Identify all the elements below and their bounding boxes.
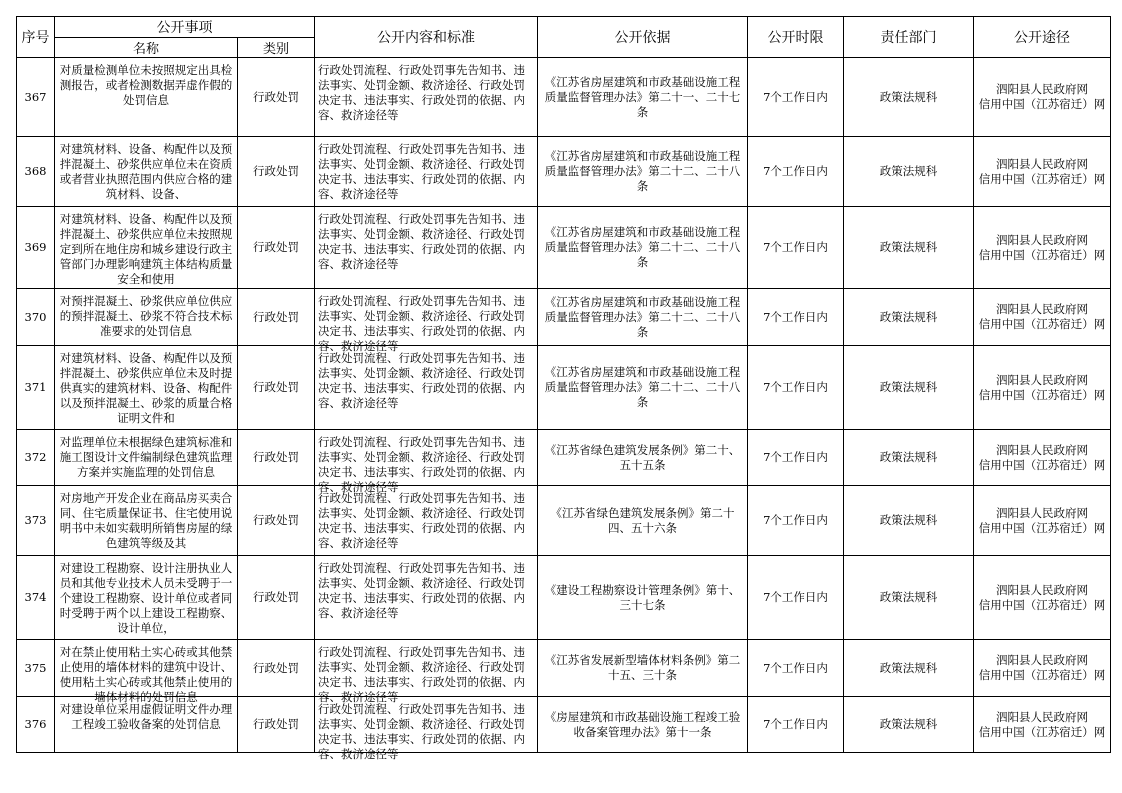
- row-time-limit: 7个工作日内: [748, 289, 844, 346]
- row-dept: 政策法规科: [844, 346, 974, 430]
- row-category: 行政处罚: [238, 137, 315, 207]
- row-seq: 367: [17, 58, 55, 137]
- row-channel-primary: 泗阳县人民政府网: [996, 582, 1088, 597]
- row-basis: [538, 697, 748, 753]
- row-content-text: 行政处罚流程、行政处罚事先告知书、违法事实、处罚金额、救济途径、行政处罚决定书、违法事实、行政处罚的依据、内容、救济途径等: [318, 490, 525, 550]
- row-name-text: 对建筑材料、设备、构配件以及预拌混凝土、砂浆供应单位未在资质或者营业执照范围内供应合格的建筑材料、设备、: [59, 141, 233, 201]
- row-channel-secondary: 信用中国（江苏宿迁）网: [978, 171, 1106, 186]
- row-channel-primary: 泗阳县人民政府网: [996, 156, 1088, 171]
- row-channel-secondary: 信用中国（江苏宿迁）网: [978, 97, 1106, 111]
- row-channel: [974, 486, 1111, 556]
- header-category: 类别: [238, 38, 315, 58]
- row-basis: [538, 346, 748, 430]
- row-name-text: 对房地产开发企业在商品房买卖合同、住宅质量保证书、住宅使用说明书中未如实载明所销售房屋的绿色建筑等级及其: [59, 490, 233, 550]
- row-name: [55, 289, 238, 346]
- row-dept: 政策法规科: [844, 486, 974, 556]
- row-name: [55, 346, 238, 430]
- row-content: [315, 697, 538, 761]
- row-content: [315, 640, 538, 704]
- row-channel: [974, 346, 1111, 430]
- row-dept: 政策法规科: [844, 640, 974, 697]
- row-name-text: 对建筑材料、设备、构配件以及预拌混凝土、砂浆供应单位未及时提供真实的建筑材料、设备、构配件以及预拌混凝土、砂浆的质量合格证明文件和: [59, 350, 233, 425]
- row-name: [55, 137, 238, 207]
- row-name: [55, 486, 238, 556]
- row-content-text: 行政处罚流程、行政处罚事先告知书、违法事实、处罚金额、救济途径、行政处罚决定书、违法事实、行政处罚的依据、内容、救济途径等: [318, 701, 525, 761]
- row-channel-primary: 泗阳县人民政府网: [996, 653, 1088, 667]
- row-seq: 368: [17, 137, 55, 207]
- table-row: [17, 346, 1111, 430]
- row-name-text: 对预拌混凝土、砂浆供应单位供应的预拌混凝土、砂浆不符合技术标准要求的处罚信息: [59, 293, 233, 338]
- row-category: 行政处罚: [238, 346, 315, 430]
- row-content-text: 行政处罚流程、行政处罚事先告知书、违法事实、处罚金额、救济途径、行政处罚决定书、违法事实、行政处罚的依据、内容、救济途径等: [318, 350, 525, 410]
- row-content-text: 行政处罚流程、行政处罚事先告知书、违法事实、处罚金额、救济途径、行政处罚决定书、违法事实、行政处罚的依据、内容、救济途径等: [318, 141, 525, 201]
- row-channel: [974, 640, 1111, 697]
- table-row: [17, 137, 1111, 207]
- row-channel: [974, 207, 1111, 289]
- row-time-limit: 7个工作日内: [748, 556, 844, 640]
- row-channel-primary: 泗阳县人民政府网: [996, 302, 1088, 316]
- row-content: [315, 207, 538, 289]
- row-name-text: 对建设工程勘察、设计注册执业人员和其他专业技术人员未受聘于一个建设工程勘察、设计单位或者同时受聘于两个以上建设工程勘察、设计单位，: [59, 560, 233, 635]
- row-category: 行政处罚: [238, 640, 315, 697]
- row-basis-text: 《江苏省绿色建筑发展条例》第二十四、五十六条: [550, 505, 735, 535]
- row-dept: 政策法规科: [844, 556, 974, 640]
- row-seq: 375: [17, 640, 55, 697]
- row-dept: 政策法规科: [844, 207, 974, 289]
- row-category: 行政处罚: [238, 697, 315, 753]
- row-category: 行政处罚: [238, 430, 315, 486]
- header-basis: 公开依据: [538, 17, 748, 58]
- row-basis: [538, 556, 748, 640]
- row-time-limit: 7个工作日内: [748, 207, 844, 289]
- row-channel: [974, 137, 1111, 207]
- row-dept: 政策法规科: [844, 289, 974, 346]
- row-basis-text: 《房屋建筑和市政基础设施工程竣工验收备案管理办法》第十一条: [544, 709, 741, 739]
- row-dept: 政策法规科: [844, 137, 974, 207]
- row-basis: [538, 58, 748, 137]
- row-time-limit: 7个工作日内: [748, 640, 844, 697]
- row-time-limit: 7个工作日内: [748, 697, 844, 753]
- row-seq: 371: [17, 346, 55, 430]
- row-seq: 369: [17, 207, 55, 289]
- row-channel-primary: 泗阳县人民政府网: [996, 82, 1088, 96]
- table-row: [17, 486, 1111, 556]
- table-row: [17, 430, 1111, 486]
- row-channel-secondary: 信用中国（江苏宿迁）网: [978, 247, 1106, 262]
- row-name: [55, 207, 238, 289]
- row-name-text: 对监理单位未根据绿色建筑标准和施工图设计文件编制绿色建筑监理方案并实施监理的处罚信息: [59, 434, 233, 479]
- row-name-text: 对建设单位采用虚假证明文件办理工程竣工验收备案的处罚信息: [59, 701, 233, 731]
- row-content: [315, 137, 538, 207]
- row-basis-text: 《江苏省房屋建筑和市政基础设施工程质量监督管理办法》第二十二、二十八条: [544, 225, 741, 269]
- row-channel-secondary: 信用中国（江苏宿迁）网: [978, 317, 1106, 331]
- row-name-text: 对在禁止使用粘土实心砖或其他禁止使用的墙体材料的建筑中设计、使用粘土实心砖或其他禁止使用的墙体材料的处罚信息: [59, 644, 233, 704]
- row-channel-secondary: 信用中国（江苏宿迁）网: [978, 668, 1106, 682]
- row-channel-primary: 泗阳县人民政府网: [996, 709, 1088, 724]
- table-row: [17, 640, 1111, 697]
- table-row: [17, 556, 1111, 640]
- row-channel: [974, 697, 1111, 753]
- row-content: [315, 430, 538, 494]
- header-seq: 序号: [17, 17, 55, 58]
- row-time-limit: 7个工作日内: [748, 58, 844, 137]
- row-category: 行政处罚: [238, 486, 315, 556]
- row-name: [55, 640, 238, 704]
- row-name: [55, 58, 238, 137]
- row-basis-text: 《江苏省房屋建筑和市政基础设施工程质量监督管理办法》第二十二、二十八条: [544, 294, 741, 339]
- row-channel-primary: 泗阳县人民政府网: [996, 442, 1088, 457]
- row-basis: [538, 640, 748, 697]
- row-time-limit: 7个工作日内: [748, 486, 844, 556]
- row-channel: [974, 289, 1111, 346]
- header-name: 名称: [55, 38, 238, 58]
- row-content-text: 行政处罚流程、行政处罚事先告知书、违法事实、处罚金额、救济途径、行政处罚决定书、违法事实、行政处罚的依据、内容、救济途径等: [318, 644, 525, 704]
- row-channel-secondary: 信用中国（江苏宿迁）网: [978, 597, 1106, 612]
- row-channel-primary: 泗阳县人民政府网: [996, 505, 1088, 520]
- row-basis-text: 《江苏省房屋建筑和市政基础设施工程质量监督管理办法》第二十二、二十八条: [544, 365, 741, 409]
- header-dept: 责任部门: [844, 17, 974, 58]
- row-basis-text: 《江苏省发展新型墙体材料条例》第二十五、三十条: [544, 653, 741, 682]
- row-name-text: 对建筑材料、设备、构配件以及预拌混凝土、砂浆供应单位未按照规定到所在地住房和城乡建设行政主管部门办理影响建筑主体结构质量安全和使用: [59, 211, 233, 286]
- row-channel: [974, 556, 1111, 640]
- table-row: [17, 289, 1111, 346]
- row-basis: [538, 137, 748, 207]
- row-basis-text: 《江苏省房屋建筑和市政基础设施工程质量监督管理办法》第二十一、二十七条: [544, 74, 741, 119]
- row-channel: [974, 430, 1111, 486]
- row-seq: 376: [17, 697, 55, 753]
- row-dept: 政策法规科: [844, 430, 974, 486]
- row-channel: [974, 58, 1111, 137]
- row-name-text: 对质量检测单位未按照规定出具检测报告，或者检测数据弄虚作假的处罚信息: [59, 62, 233, 107]
- row-content: [315, 486, 538, 556]
- table-row: [17, 207, 1111, 289]
- row-category: 行政处罚: [238, 556, 315, 640]
- table-row: [17, 697, 1111, 753]
- row-basis: [538, 430, 748, 486]
- row-basis: [538, 289, 748, 346]
- row-channel-secondary: 信用中国（江苏宿迁）网: [978, 387, 1106, 402]
- row-content-text: 行政处罚流程、行政处罚事先告知书、违法事实、处罚金额、救济途径、行政处罚决定书、违法事实、行政处罚的依据、内容、救济途径等: [318, 560, 525, 620]
- header-channel: 公开途径: [974, 17, 1111, 58]
- row-category: 行政处罚: [238, 289, 315, 346]
- row-time-limit: 7个工作日内: [748, 346, 844, 430]
- row-dept: 政策法规科: [844, 58, 974, 137]
- row-content: [315, 289, 538, 353]
- row-channel-secondary: 信用中国（江苏宿迁）网: [978, 457, 1106, 472]
- row-name: [55, 556, 238, 640]
- row-basis: [538, 486, 748, 556]
- row-name: [55, 697, 238, 753]
- header-item-group: 公开事项: [55, 17, 315, 38]
- row-category: 行政处罚: [238, 207, 315, 289]
- disclosure-table: [16, 16, 1111, 761]
- row-name: [55, 430, 238, 486]
- row-content: [315, 346, 538, 430]
- row-content-text: 行政处罚流程、行政处罚事先告知书、违法事实、处罚金额、救济途径、行政处罚决定书、违法事实、行政处罚的依据、内容、救济途径等: [318, 211, 525, 271]
- row-content-text: 行政处罚流程、行政处罚事先告知书、违法事实、处罚金额、救济途径、行政处罚决定书、违法事实、行政处罚的依据、内容、救济途径等: [318, 434, 525, 494]
- row-basis-text: 《江苏省房屋建筑和市政基础设施工程质量监督管理办法》第二十二、二十八条: [544, 149, 741, 193]
- row-basis-text: 《江苏省绿色建筑发展条例》第二十、五十五条: [544, 442, 741, 472]
- row-content: [315, 58, 538, 137]
- row-content: [315, 556, 538, 640]
- row-channel-primary: 泗阳县人民政府网: [996, 372, 1088, 387]
- row-channel-secondary: 信用中国（江苏宿迁）网: [978, 520, 1106, 535]
- row-seq: 372: [17, 430, 55, 486]
- row-seq: 374: [17, 556, 55, 640]
- row-category: 行政处罚: [238, 58, 315, 137]
- row-seq: 373: [17, 486, 55, 556]
- header-time-limit: 公开时限: [748, 17, 844, 58]
- table-row: [17, 58, 1111, 137]
- row-basis-text: 《建设工程勘察设计管理条例》第十、三十七条: [544, 582, 741, 612]
- row-seq: 370: [17, 289, 55, 346]
- row-content-text: 行政处罚流程、行政处罚事先告知书、违法事实、处罚金额、救济途径、行政处罚决定书、违法事实、行政处罚的依据、内容、救济途径等: [318, 293, 525, 353]
- row-time-limit: 7个工作日内: [748, 430, 844, 486]
- row-content-text: 行政处罚流程、行政处罚事先告知书、违法事实、处罚金额、救济途径、行政处罚决定书、违法事实、行政处罚的依据、内容、救济途径等: [318, 62, 525, 122]
- row-basis: [538, 207, 748, 289]
- row-time-limit: 7个工作日内: [748, 137, 844, 207]
- row-channel-primary: 泗阳县人民政府网: [996, 232, 1088, 247]
- row-dept: 政策法规科: [844, 697, 974, 753]
- header-content: 公开内容和标准: [315, 17, 538, 58]
- row-channel-secondary: 信用中国（江苏宿迁）网: [978, 724, 1106, 739]
